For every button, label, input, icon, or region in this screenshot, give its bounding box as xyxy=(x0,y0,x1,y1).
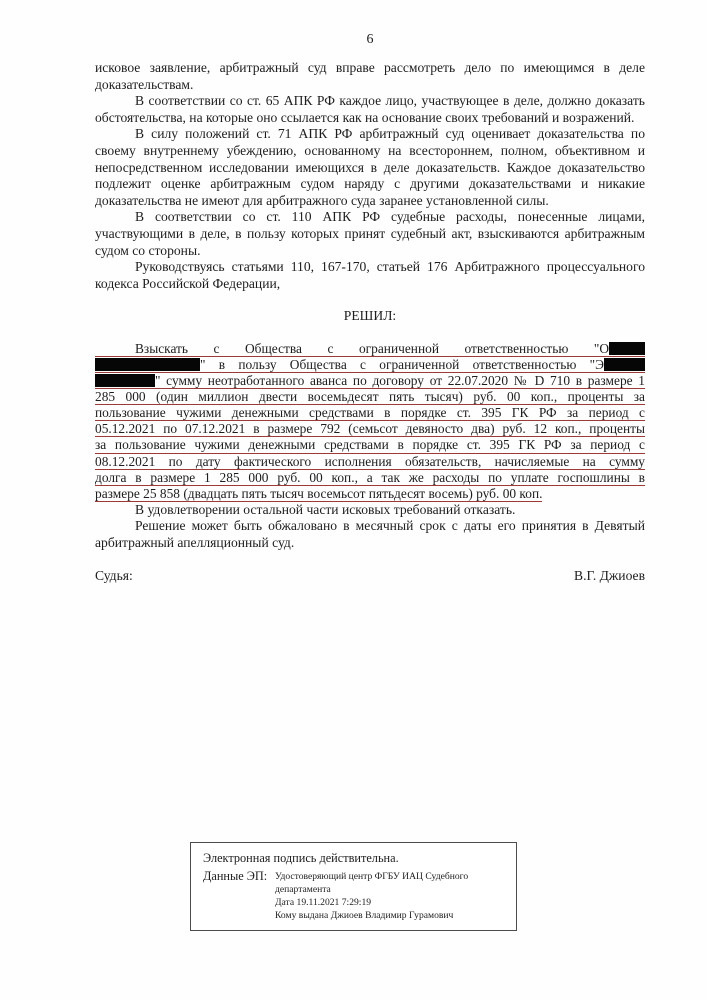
redaction-box xyxy=(95,374,155,387)
operative-line: " сумму неотработанного аванса по договору от 22.07.2020 № D 710 в размере 1 xyxy=(95,373,645,389)
judge-name: В.Г. Джиоев xyxy=(574,567,645,583)
judge-label: Судья: xyxy=(95,567,133,583)
operative-line: за пользование чужими денежными средствами в порядке ст. 395 ГК РФ за период с xyxy=(95,437,645,453)
underlined-text: размере 25 858 (двадцать пять тысяч восемьсот пятьдесят восемь) руб. 00 коп. xyxy=(95,485,543,501)
post-paragraphs xyxy=(95,502,645,552)
operative-line: долга в размере 1 285 000 руб. 00 коп., а так же расходы по уплате госпошлины в xyxy=(95,469,645,485)
operative-line: пользование чужими денежными средствами в порядке ст. 395 ГК РФ за период с xyxy=(95,405,645,421)
resolution-heading: РЕШИЛ: xyxy=(343,308,397,324)
paragraph: В соответствии со ст. 65 АПК РФ каждое лицо, участвующее в деле, должно доказать обстоятельства, на которые оно ссылается как на основание своих требований и возражений. xyxy=(95,93,645,125)
stamp-data-label: Данные ЭП: xyxy=(203,869,268,884)
redaction-box xyxy=(604,358,645,371)
paragraph: Решение может быть обжаловано в месячный срок с даты его принятия в Девятый арбитражный апелляционный суд. xyxy=(95,518,645,551)
page-number: 6 xyxy=(366,32,374,47)
redaction-box xyxy=(95,358,200,371)
operative-line: 285 000 (один миллион двести восемьдесят пять тысяч) руб. 00 коп., проценты за xyxy=(95,389,645,405)
stamp-validity-text: Электронная подпись действительна. xyxy=(203,851,399,866)
stamp-detail-line: Удостоверяющий центр ФГБУ ИАЦ Судебного департамента xyxy=(275,871,469,896)
paragraph: В соответствии со ст. 110 АПК РФ судебные расходы, понесенные лицами, участвующими в деле, в пользу которых принят судебный акт, взыскиваются арбитражным судом со стороны. xyxy=(95,209,645,258)
paragraph: В удовлетворении остальной части исковых требований отказать. xyxy=(135,501,516,517)
stamp-details xyxy=(275,869,500,922)
judge-row xyxy=(95,568,645,585)
redaction-box xyxy=(609,342,645,355)
stamp-detail-line: Дата 19.11.2021 7:29:19 xyxy=(275,896,372,908)
stamp-detail-line: Кому выдана Джиоев Владимир Гурамович xyxy=(275,909,454,921)
operative-lines xyxy=(95,341,645,502)
operative-line: 05.12.2021 по 07.12.2021 в размере 792 (семьсот девяносто два) руб. 12 коп., проценты xyxy=(95,421,645,437)
operative-line: Взыскать с Общества с ограниченной ответственностью "О xyxy=(95,341,645,357)
stamp-data-row xyxy=(203,869,504,922)
operative-line xyxy=(95,486,645,502)
signature-stamp xyxy=(190,842,517,931)
body-paragraphs xyxy=(95,60,645,292)
operative-line: " в пользу Общества с ограниченной ответственностью "Э xyxy=(95,357,645,373)
paragraph: В силу положений ст. 71 АПК РФ арбитражный суд оценивает доказательства по своему внутреннему убеждению, основанному на всестороннем, полном, объективном и непосредственном исследовании имеющихся в деле доказательств. Каждое доказательство подлежит оценке арбитражным судом наряду с другими доказательствами и никакие доказательства не имеют для арбитражного суда заранее установленной силы. xyxy=(95,126,645,208)
paragraph: Руководствуясь статьями 110, 167-170, статьей 176 Арбитражного процессуального кодекса Российской Федерации, xyxy=(95,259,645,291)
paragraph: исковое заявление, арбитражный суд вправе рассмотреть дело по имеющимся в деле доказательствам. xyxy=(95,60,645,92)
operative-line: 08.12.2021 по дату фактического исполнения обязательств, начисляемые на сумму xyxy=(95,453,645,469)
